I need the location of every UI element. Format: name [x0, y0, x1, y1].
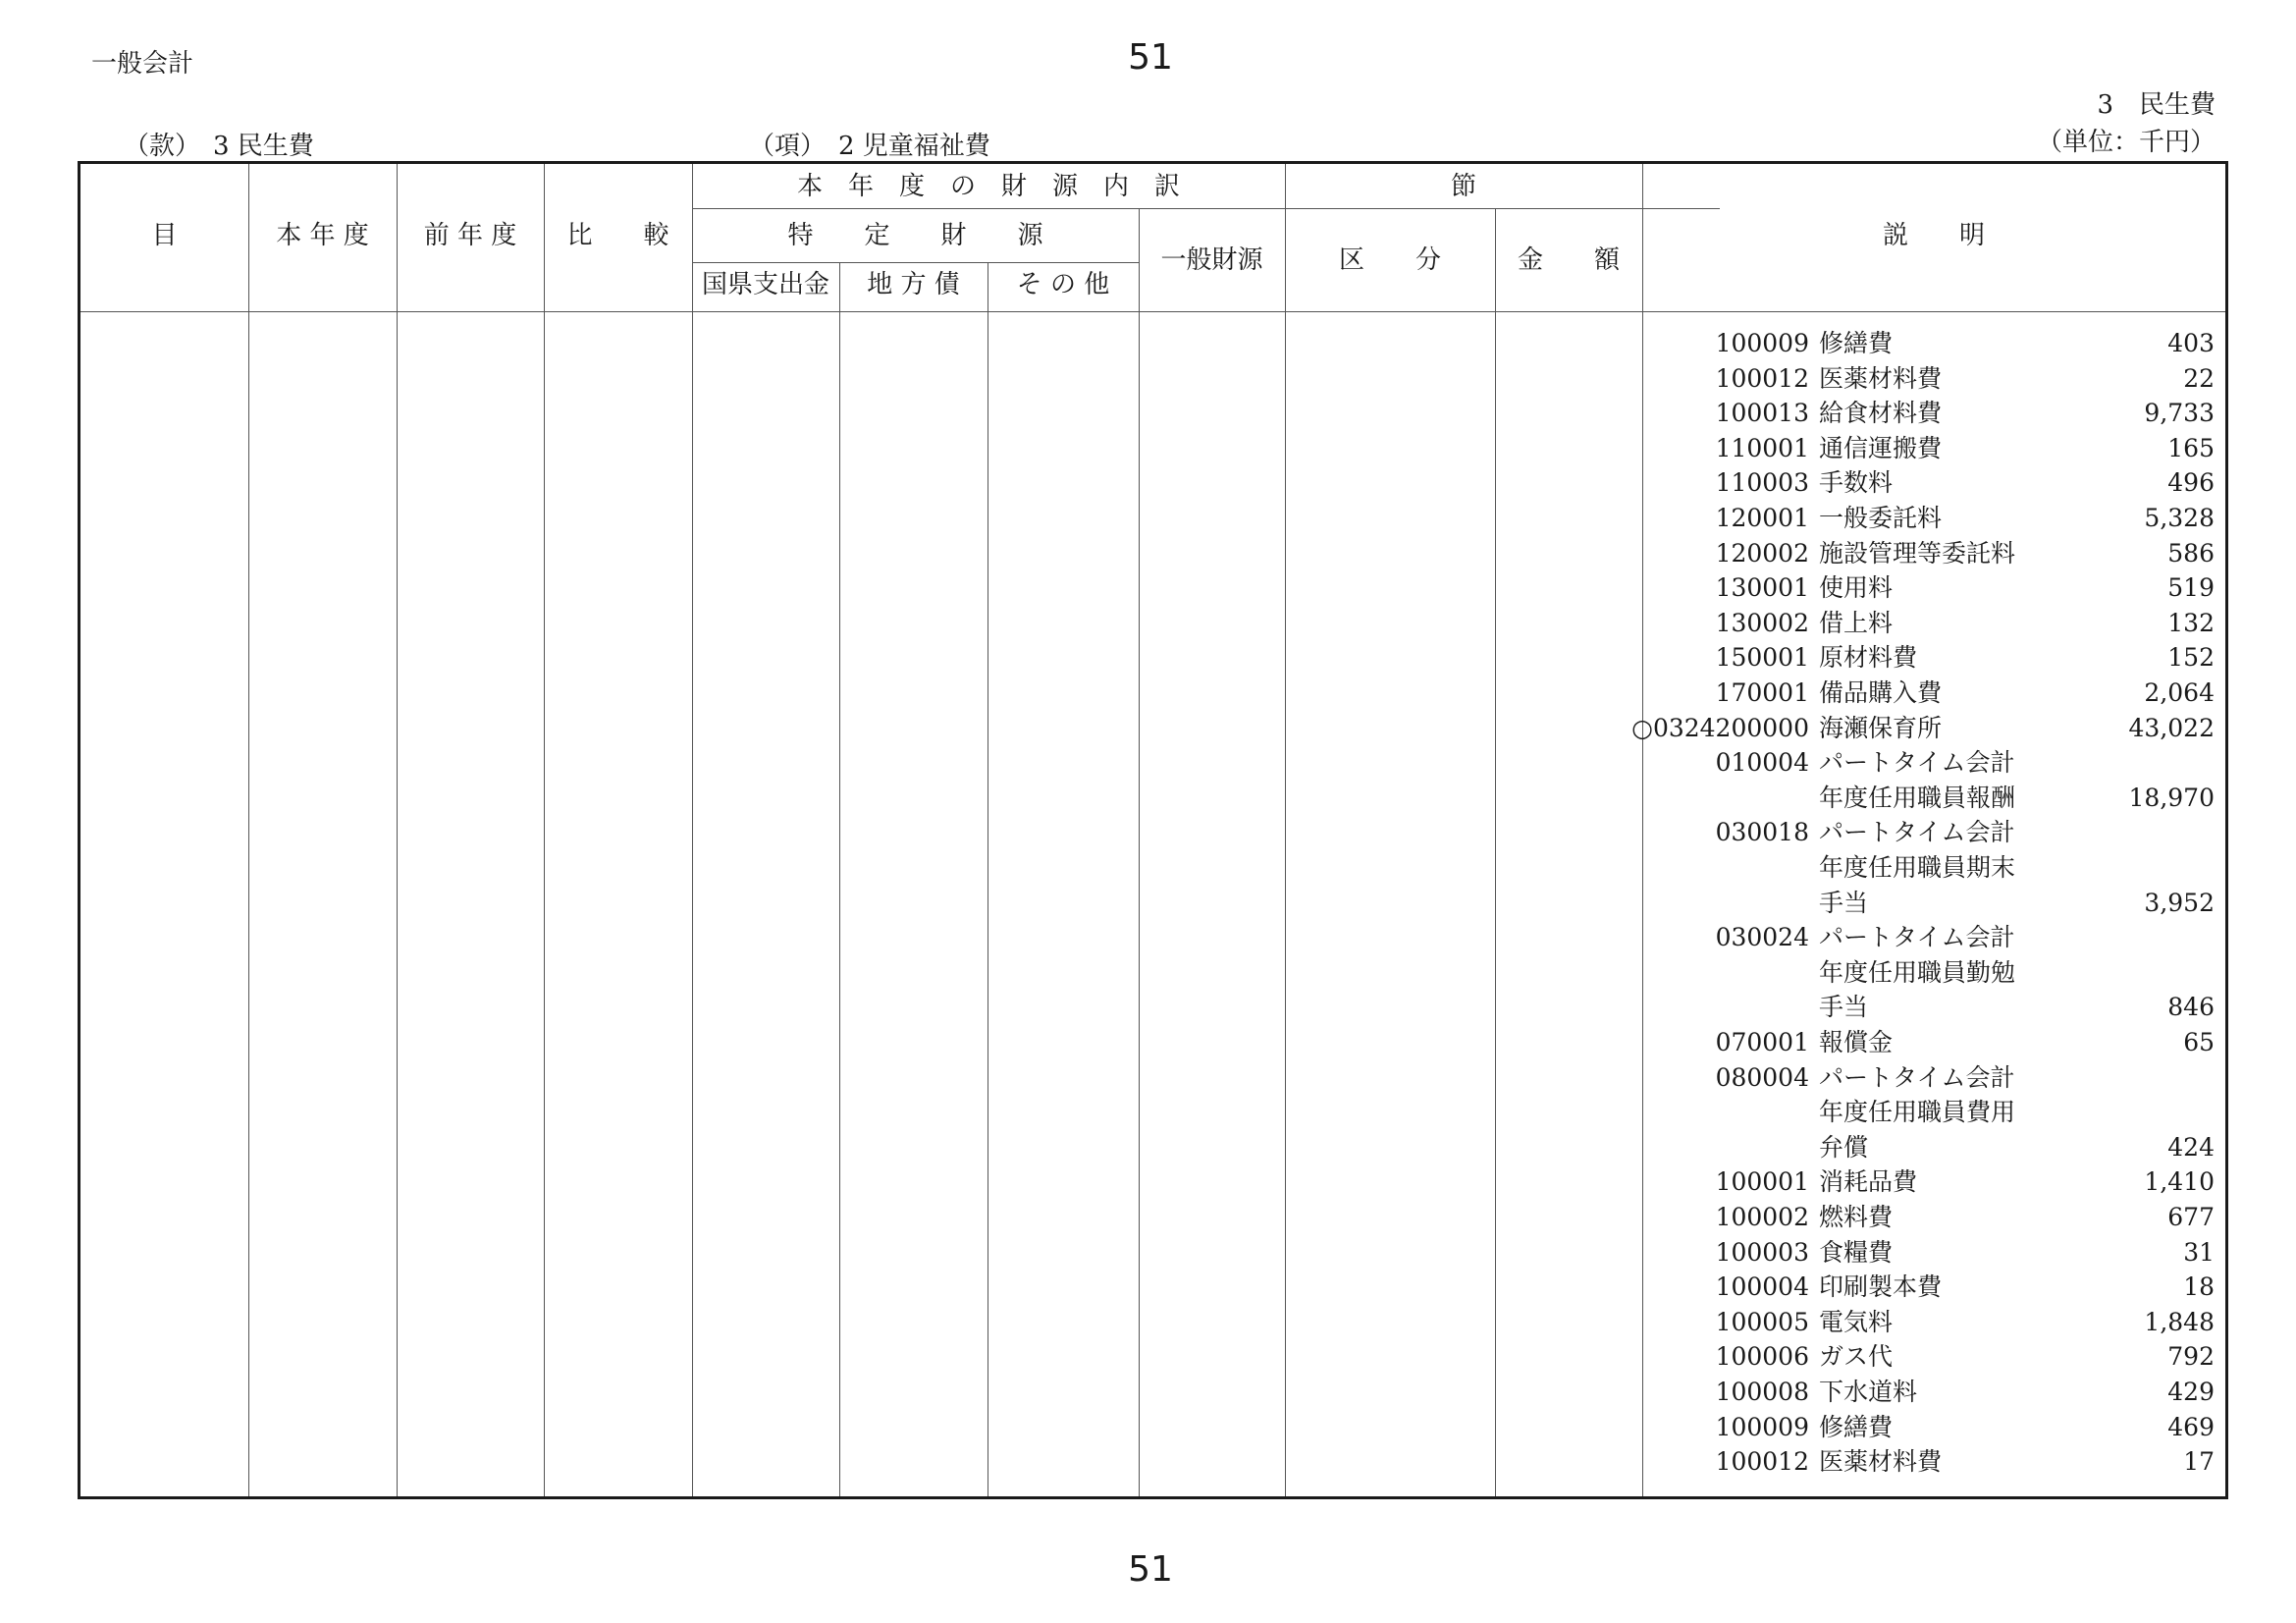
- table-row: [1642, 606, 2215, 641]
- row-code: 100012: [1715, 1447, 1809, 1477]
- vline-3: [544, 164, 545, 1496]
- row-amount: 403: [2167, 329, 2215, 357]
- table-row: [1642, 920, 2215, 955]
- row-code: 080004: [1715, 1062, 1809, 1092]
- hline-header-bottom: [80, 311, 2225, 312]
- row-name: 下水道料: [1819, 1378, 1918, 1406]
- vline-5: [839, 262, 840, 1496]
- row-code: 120002: [1715, 538, 1809, 568]
- table-row: [1631, 711, 2215, 746]
- row-name: 備品購入費: [1819, 678, 1943, 707]
- row-code: 100012: [1715, 363, 1809, 393]
- row-code: 070001: [1715, 1028, 1809, 1056]
- row-amount: 677: [2167, 1203, 2215, 1231]
- table-row: [1642, 1235, 2215, 1271]
- table-row: [1642, 955, 2215, 991]
- row-code: 100004: [1715, 1272, 1809, 1302]
- row-amount: 792: [2167, 1342, 2215, 1372]
- col-moku: 目: [151, 221, 178, 250]
- col-kingaku: 金 額: [1517, 245, 1620, 275]
- col-hikaku: 比 較: [566, 221, 669, 250]
- row-code: 100002: [1715, 1203, 1809, 1231]
- row-name: 修繕費: [1819, 329, 1894, 357]
- unit-label: （単位：千円）: [2036, 128, 2216, 157]
- row-name: ガス代: [1819, 1342, 1894, 1372]
- row-amount: 5,328: [2144, 504, 2215, 532]
- row-name: パートタイム会計: [1819, 923, 2015, 952]
- row-code: 110001: [1715, 433, 1809, 462]
- table-row: [1642, 1025, 2215, 1060]
- vline-2: [397, 164, 398, 1496]
- row-amount: 3,952: [2144, 888, 2215, 917]
- table-row: [1642, 396, 2215, 431]
- row-code: 100005: [1715, 1307, 1809, 1336]
- col-honnendo: 本 年 度: [276, 221, 369, 250]
- row-code: 100009: [1715, 1412, 1809, 1441]
- kou-label: （項） 2 児童福祉費: [749, 132, 990, 161]
- table-row: [1642, 850, 2215, 886]
- table-row: [1642, 1164, 2215, 1200]
- row-code: 130002: [1715, 608, 1809, 637]
- row-code: 100009: [1715, 329, 1809, 357]
- row-name: 手当: [1819, 993, 1869, 1022]
- row-amount: 469: [2167, 1412, 2215, 1441]
- row-amount: 1,848: [2144, 1307, 2215, 1336]
- row-name: 施設管理等委託料: [1819, 538, 2016, 568]
- row-amount: 22: [2183, 363, 2215, 393]
- col-setsu: 節: [1450, 172, 1476, 201]
- account-title: 一般会計: [91, 49, 194, 79]
- row-code: 170001: [1715, 678, 1809, 707]
- kan-label: （款） 3 民生費: [124, 132, 314, 161]
- table-row: [1642, 570, 2215, 606]
- row-name: 通信運搬費: [1819, 433, 1943, 462]
- row-amount: 43,022: [2128, 713, 2215, 742]
- row-code: 130001: [1715, 573, 1809, 603]
- row-amount: 31: [2183, 1237, 2215, 1267]
- table-row: [1642, 1060, 2215, 1096]
- row-code: 010004: [1715, 748, 1809, 778]
- row-name: パートタイム会計: [1819, 1062, 2015, 1092]
- row-amount: 1,410: [2144, 1167, 2215, 1197]
- row-amount: 424: [2167, 1132, 2215, 1162]
- row-name: 手数料: [1819, 468, 1894, 498]
- row-name: 使用料: [1819, 573, 1894, 603]
- row-name: 手当: [1819, 888, 1869, 917]
- table-row: [1642, 676, 2215, 711]
- row-amount: 17: [2183, 1447, 2215, 1477]
- row-code: 110003: [1715, 468, 1809, 498]
- row-amount: 165: [2167, 433, 2215, 462]
- table-row: [1642, 1375, 2215, 1410]
- page-number-top: 51: [1128, 37, 1173, 78]
- table-row: [1642, 745, 2215, 781]
- row-name: 電気料: [1819, 1307, 1894, 1336]
- table-row: [1642, 815, 2215, 850]
- row-amount: 18,970: [2128, 783, 2215, 812]
- row-code: 100003: [1715, 1237, 1809, 1267]
- table-row: [1642, 1339, 2215, 1375]
- vline-7: [1139, 208, 1140, 1496]
- table-row: [1642, 640, 2215, 676]
- row-amount: 586: [2167, 538, 2215, 568]
- row-name: 一般委託料: [1819, 504, 1943, 532]
- table-row: [1642, 431, 2215, 466]
- table-row: [1642, 1270, 2215, 1305]
- row-code: 100001: [1715, 1167, 1809, 1197]
- table-row: [1642, 326, 2215, 361]
- row-name: 修繕費: [1819, 1412, 1894, 1441]
- row-name: 医薬材料費: [1819, 1447, 1943, 1477]
- table-row: [1642, 1130, 2215, 1165]
- page-number-bottom: 51: [1128, 1549, 1173, 1590]
- col-sonota: そ の 他: [1016, 270, 1110, 299]
- row-name: 借上料: [1819, 608, 1894, 637]
- row-name: 年度任用職員期末: [1819, 853, 2016, 882]
- row-amount: 496: [2167, 468, 2215, 498]
- hline-setsu: [1285, 208, 1720, 209]
- col-kokuken: 国県支出金: [701, 270, 829, 299]
- table-row: [1642, 536, 2215, 571]
- table-row: [1642, 1444, 2215, 1480]
- row-name: 原材料費: [1819, 643, 1918, 673]
- table-row: [1642, 1200, 2215, 1235]
- row-code: 150001: [1715, 643, 1809, 673]
- row-name: 給食材料費: [1819, 399, 1943, 428]
- row-name: 年度任用職員報酬: [1819, 783, 2016, 812]
- row-name: パートタイム会計: [1819, 818, 2015, 847]
- col-setsumei: 説 明: [1882, 221, 1985, 250]
- table-row: [1642, 1305, 2215, 1340]
- col-ippan-zaigen: 一般財源: [1160, 245, 1263, 275]
- row-name: 海瀬保育所: [1819, 713, 1943, 742]
- row-code: ○0324200000: [1631, 713, 1809, 742]
- col-chihousai: 地 方 債: [867, 270, 960, 299]
- row-amount: 132: [2167, 608, 2215, 637]
- table-row: [1642, 1095, 2215, 1130]
- table-row: [1642, 465, 2215, 501]
- row-name: 食糧費: [1819, 1237, 1894, 1267]
- row-code: 030018: [1715, 818, 1809, 847]
- table-row: [1642, 501, 2215, 536]
- row-name: 年度任用職員費用: [1819, 1098, 2016, 1127]
- row-amount: 65: [2183, 1028, 2215, 1056]
- table-row: [1642, 990, 2215, 1025]
- row-name: 年度任用職員勤勉: [1819, 957, 2016, 987]
- row-amount: 519: [2167, 573, 2215, 603]
- row-name: 医薬材料費: [1819, 363, 1943, 393]
- row-name: 消耗品費: [1819, 1167, 1918, 1197]
- vline-8: [1285, 164, 1286, 1496]
- row-amount: 429: [2167, 1378, 2215, 1406]
- vline-9: [1495, 208, 1496, 1496]
- hline-tokutei: [692, 262, 1139, 263]
- row-code: 100008: [1715, 1378, 1809, 1406]
- col-zaigen-uchiwake: 本 年 度 の 財 源 内 訳: [796, 172, 1180, 201]
- vline-4: [692, 164, 693, 1496]
- table-row: [1642, 361, 2215, 397]
- row-amount: 9,733: [2144, 399, 2215, 428]
- row-amount: 846: [2167, 993, 2215, 1022]
- row-name: 報償金: [1819, 1028, 1894, 1056]
- row-code: 100013: [1715, 399, 1809, 428]
- col-kubun: 区 分: [1338, 245, 1441, 275]
- row-amount: 18: [2183, 1272, 2215, 1302]
- row-name: パートタイム会計: [1819, 748, 2015, 778]
- row-name: 燃料費: [1819, 1203, 1894, 1231]
- col-tokutei-zaigen: 特 定 財 源: [787, 221, 1043, 250]
- col-zennendo: 前 年 度: [423, 221, 517, 250]
- row-code: 100006: [1715, 1342, 1809, 1372]
- table-row: [1642, 886, 2215, 921]
- row-amount: 152: [2167, 643, 2215, 673]
- row-code: 030024: [1715, 923, 1809, 952]
- category-right: 3 民生費: [2097, 90, 2216, 120]
- row-code: 120001: [1715, 504, 1809, 532]
- row-name: 印刷製本費: [1819, 1272, 1943, 1302]
- table-row: [1642, 781, 2215, 816]
- row-name: 弁償: [1819, 1132, 1869, 1162]
- vline-1: [248, 164, 249, 1496]
- row-amount: 2,064: [2144, 678, 2215, 707]
- table-row: [1642, 1410, 2215, 1445]
